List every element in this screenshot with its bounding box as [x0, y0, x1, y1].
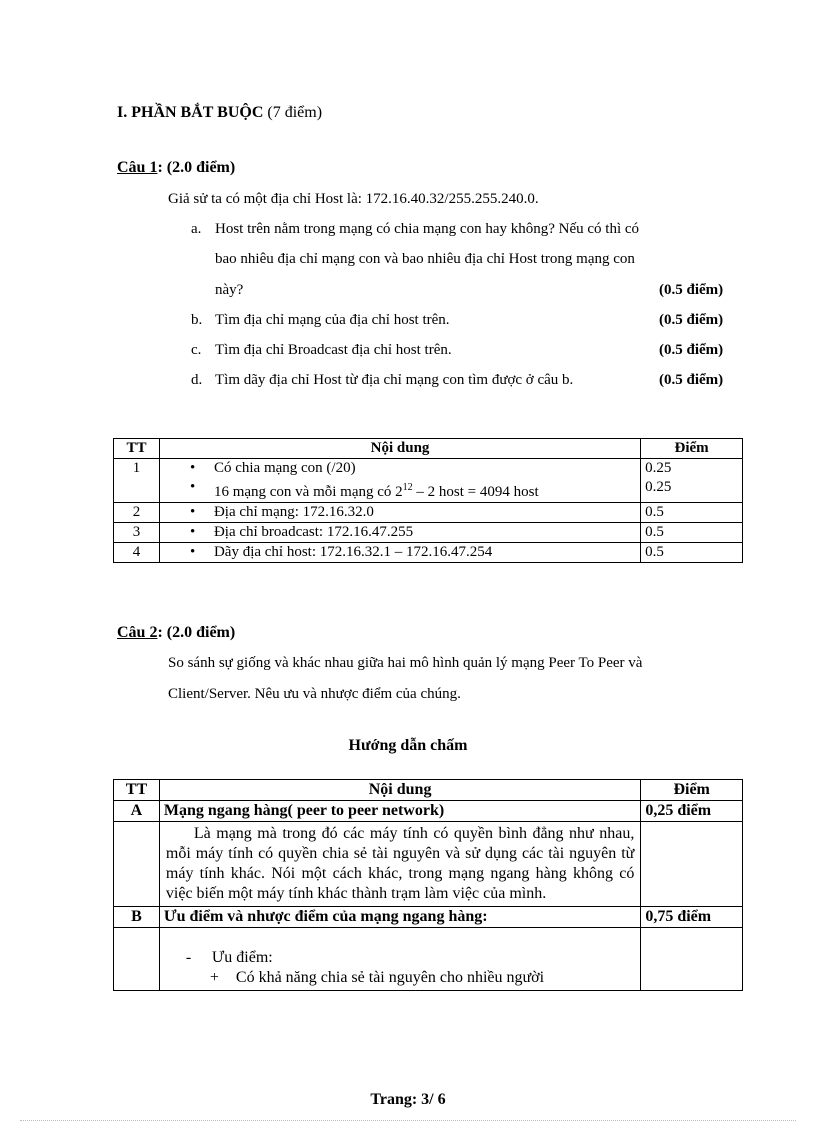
- q1-item-b-letter: b.: [191, 312, 203, 328]
- row-tt: 2: [114, 503, 160, 523]
- q1-item-a-line1: Host trên nằm trong mạng có chia mạng con hay không? Nếu có thì có: [215, 221, 640, 237]
- q1-item-c-letter: c.: [191, 342, 202, 358]
- row-content: [159, 459, 640, 503]
- q1-item-b-points: (0.5 điểm): [659, 312, 724, 328]
- row-title: Ưu điểm và nhược điểm của mạng ngang hàng:: [159, 907, 640, 928]
- guide-title: Hướng dẫn chấm: [348, 737, 468, 754]
- table-row: [114, 822, 743, 907]
- plus-marker: +: [209, 969, 219, 986]
- dash-marker: -: [185, 949, 192, 966]
- q2-heading: [117, 624, 235, 642]
- header-tt: TT: [114, 439, 160, 459]
- q1-label: Câu 1: [117, 159, 158, 176]
- row-content: [159, 543, 640, 563]
- table-row: [114, 801, 743, 822]
- score-value: 0.25: [645, 479, 672, 495]
- row-score: [641, 459, 743, 503]
- table-row: [114, 459, 743, 503]
- table-header-row: [114, 780, 743, 801]
- header-score: Điểm: [641, 439, 743, 459]
- table-row: [114, 543, 743, 563]
- bullet-text: 16 mạng con và mỗi mạng có 2: [213, 484, 403, 500]
- header-content: Nội dung: [159, 780, 640, 801]
- bullet-item: • Dãy địa chỉ host: 172.16.32.1 – 172.16.47.254: [164, 543, 636, 562]
- table-row: [114, 503, 743, 523]
- table-row: [114, 907, 743, 928]
- table-header-row: [114, 439, 743, 459]
- score-value: 0.25: [645, 460, 672, 476]
- q1-item-a-line3: này?: [215, 282, 244, 298]
- row-content: [159, 523, 640, 543]
- row-tt: A: [114, 801, 160, 822]
- exponent: 12: [402, 482, 413, 493]
- bullet-item: • Địa chỉ broadcast: 172.16.47.255: [164, 523, 636, 542]
- row-score: 0,75 điểm: [641, 907, 743, 928]
- q1-item-a-letter: a.: [191, 221, 202, 237]
- row-score-empty: [641, 928, 743, 991]
- row-tt: B: [114, 907, 160, 928]
- page-number: Trang: 3/ 6: [370, 1091, 446, 1108]
- sub-item-text: Ưu điểm:: [211, 949, 273, 966]
- row-tt: 4: [114, 543, 160, 563]
- row-title: Mạng ngang hàng( peer to peer network): [159, 801, 640, 822]
- row-tt-empty: [114, 822, 160, 907]
- row-tt: 3: [114, 523, 160, 543]
- row-content: [159, 503, 640, 523]
- table-row: [114, 523, 743, 543]
- header-score: Điểm: [641, 780, 743, 801]
- q2-grading-table: [113, 779, 743, 991]
- row-paragraph: [159, 822, 640, 907]
- row-score: 0.5: [641, 543, 743, 563]
- row-score: 0.5: [641, 503, 743, 523]
- header-content: Nội dung: [159, 439, 640, 459]
- bullet-item: • Có chia mạng con (/20): [164, 459, 636, 478]
- row-tt-empty: [114, 928, 160, 991]
- table-row: [114, 928, 743, 991]
- row-tt: 1: [114, 459, 160, 503]
- bullet-item: [164, 478, 636, 502]
- page-bottom-rule: [20, 1120, 796, 1121]
- q1-item-c-points: (0.5 điểm): [659, 342, 724, 358]
- section-points: (7 điểm): [267, 104, 323, 121]
- row-subitems: [159, 928, 640, 991]
- sub-item-text: Có khả năng chia sẻ tài nguyên cho nhiều người: [235, 969, 545, 986]
- section-title-text: I. PHẦN BẮT BUỘC: [117, 104, 264, 121]
- q1-intro: Giả sử ta có một địa chỉ Host là: 172.16.40.32/255.255.240.0.: [168, 191, 539, 207]
- q2-line1: So sánh sự giống và khác nhau giữa hai mô hình quản lý mạng Peer To Peer và: [168, 655, 643, 671]
- q1-item-a-line2: bao nhiêu địa chỉ mạng con và bao nhiêu địa chỉ Host trong mạng con: [215, 251, 635, 267]
- q1-item-d-text: Tìm dãy địa chỉ Host từ địa chỉ mạng con tìm được ở câu b.: [215, 372, 574, 388]
- q1-item-a-points: (0.5 điểm): [659, 282, 724, 298]
- row-score: 0,25 điểm: [641, 801, 743, 822]
- header-tt: TT: [114, 780, 160, 801]
- q1-item-c-text: Tìm địa chỉ Broadcast địa chỉ host trên.: [215, 342, 452, 358]
- row-score: 0.5: [641, 523, 743, 543]
- q2-line2: Client/Server. Nêu ưu và nhược điểm của chúng.: [168, 686, 461, 702]
- q1-item-d-letter: d.: [191, 372, 203, 388]
- row-score-empty: [641, 822, 743, 907]
- bullet-item: • Địa chỉ mạng: 172.16.32.0: [164, 503, 636, 522]
- section-title: [117, 104, 322, 122]
- q1-answer-table: [113, 438, 743, 563]
- q1-item-d-points: (0.5 điểm): [659, 372, 724, 388]
- q1-item-b-text: Tìm địa chỉ mạng của địa chỉ host trên.: [215, 312, 450, 328]
- q2-points: : (2.0 điểm): [157, 624, 236, 641]
- sub-item-share: [164, 968, 636, 988]
- sub-item-advantages: [164, 948, 636, 968]
- paragraph-text: Là mạng mà trong đó các máy tính có quyền bình đẳng như nhau, mỗi máy tính có quyền chia sẻ tài nguyên và sử dụng các tài nguyên từ máy tính khác. Nói một cách khác, trong mạng ngang hàng không có việc biến một máy tính khác thành trạm làm việc của mình.: [165, 825, 635, 902]
- q1-points: : (2.0 điểm): [157, 159, 236, 176]
- bullet-text-tail: – 2 host = 4094 host: [412, 484, 539, 500]
- q1-heading: [117, 159, 235, 177]
- q2-label: Câu 2: [117, 624, 158, 641]
